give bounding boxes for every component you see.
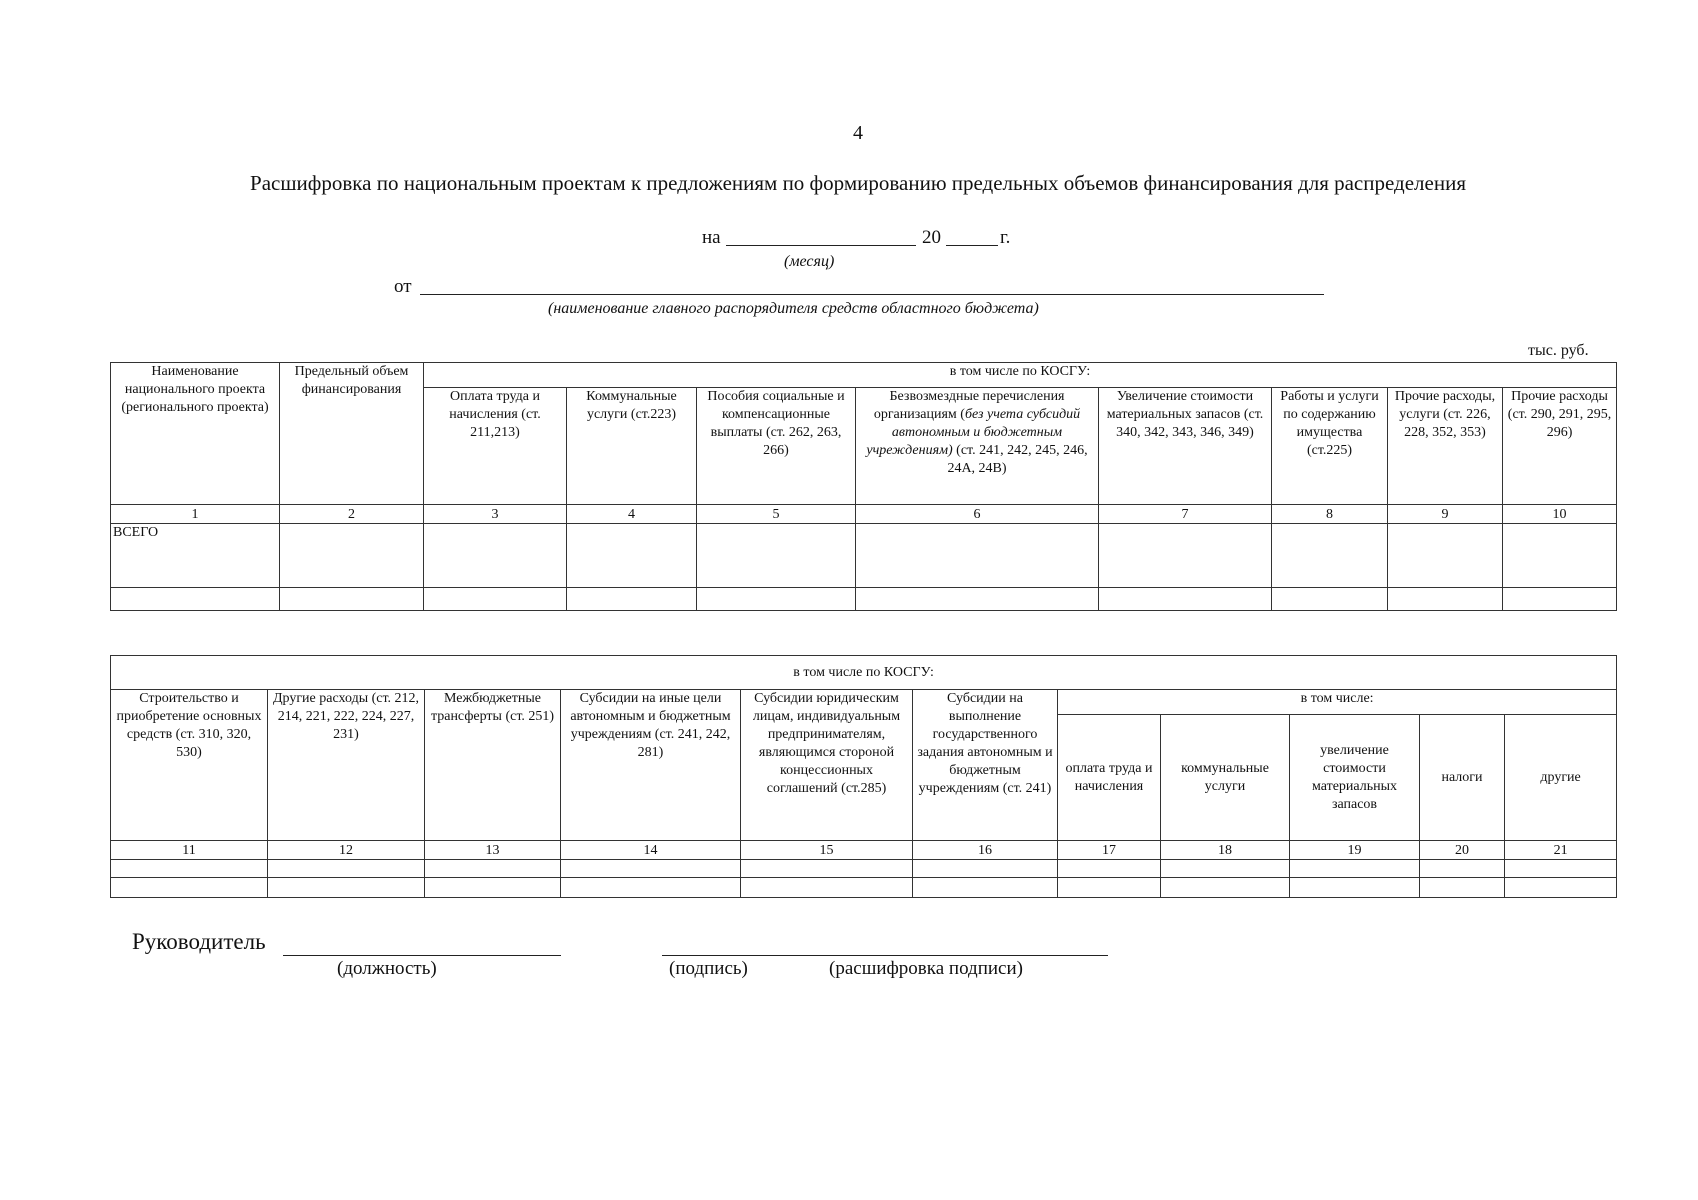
table-cell: [1505, 878, 1617, 898]
table-cell: [1388, 524, 1503, 588]
t2-num-15: 15: [741, 841, 913, 860]
table-cell: [1503, 524, 1617, 588]
year-prefix: 20: [922, 227, 941, 248]
t1-header-col10: Прочие расходы (ст. 290, 291, 295, 296): [1503, 388, 1617, 505]
table-cell: [741, 860, 913, 878]
table-cell: [425, 878, 561, 898]
t1-num-5: 5: [697, 505, 856, 524]
table-cell: [567, 588, 697, 611]
table-cell: [856, 524, 1099, 588]
t1-num-2: 2: [280, 505, 424, 524]
t2-empty-row: [111, 860, 1617, 878]
t2-num-21: 21: [1505, 841, 1617, 860]
position-line: [283, 955, 561, 956]
year-blank-line: [946, 245, 998, 246]
table-cell: [561, 878, 741, 898]
month-blank-line: [726, 245, 916, 246]
t1-num-1: 1: [111, 505, 280, 524]
table-cell: [1503, 588, 1617, 611]
units-label: тыс. руб.: [1528, 342, 1589, 359]
t2-header-subgroup: в том числе:: [1058, 690, 1617, 715]
table-cell: [268, 860, 425, 878]
table-cell: [1420, 878, 1505, 898]
table-cell: [1099, 588, 1272, 611]
from-blank-line: [420, 294, 1324, 295]
table-cell: [424, 588, 567, 611]
table-cell: [697, 588, 856, 611]
t1-header-col9: Прочие расходы, услуги (ст. 226, 228, 352, 353): [1388, 388, 1503, 505]
month-caption: (месяц): [784, 253, 835, 270]
t2-num-17: 17: [1058, 841, 1161, 860]
t1-empty-row: [111, 588, 1617, 611]
t1-total-label: ВСЕГО: [111, 524, 280, 588]
t2-header-col13: Межбюджетные трансферты (ст. 251): [425, 690, 561, 841]
t2-num-18: 18: [1161, 841, 1290, 860]
table-cell: [1272, 588, 1388, 611]
table-1: [110, 362, 1617, 611]
t1-col6-post: (ст. 241, 242, 245, 246, 24А, 24В): [947, 443, 1088, 476]
t2-header-col21: другие: [1505, 715, 1617, 841]
t1-col6-pre: Безвозмездные перечисления организациям (: [873, 389, 1065, 422]
t2-header-col18: коммунальные услуги: [1161, 715, 1290, 841]
t2-num-11: 11: [111, 841, 268, 860]
t2-header-col14: Субсидии на иные цели автономным и бюджетным учреждениям (ст. 241, 242, 281): [561, 690, 741, 841]
table-cell: [425, 860, 561, 878]
decode-caption: (расшифровка подписи): [829, 958, 1023, 979]
t1-header-group: в том числе по КОСГУ:: [424, 363, 1617, 388]
t1-total-row: [111, 524, 1617, 588]
t2-num-14: 14: [561, 841, 741, 860]
t1-num-10: 10: [1503, 505, 1617, 524]
table-cell: [111, 588, 280, 611]
t1-header-col8: Работы и услуги по содержанию имущества (ст.225): [1272, 388, 1388, 505]
table-cell: [424, 524, 567, 588]
table-cell: [280, 588, 424, 611]
table-cell: [1420, 860, 1505, 878]
t1-num-8: 8: [1272, 505, 1388, 524]
signature-caption: (подпись): [669, 958, 748, 979]
t1-header-col5: Пособия социальные и компенсационные выплаты (ст. 262, 263, 266): [697, 388, 856, 505]
table-cell: [697, 524, 856, 588]
table-cell: [1099, 524, 1272, 588]
page-number: 4: [853, 122, 863, 144]
t2-header-col19: увеличение стоимости материальных запасов: [1290, 715, 1420, 841]
table-cell: [913, 878, 1058, 898]
table-2: [110, 655, 1617, 898]
table-cell: [1272, 524, 1388, 588]
t1-header-col7: Увеличение стоимости материальных запасов (ст. 340, 342, 343, 346, 349): [1099, 388, 1272, 505]
position-caption: (должность): [337, 958, 437, 979]
t1-header-limit: Предельный объем финансирования: [280, 363, 424, 505]
t1-header-project: Наименование национального проекта (регионального проекта): [111, 363, 280, 505]
t1-number-row: [111, 505, 1617, 524]
table-cell: [280, 524, 424, 588]
table-cell: [111, 878, 268, 898]
from-prefix: от: [394, 276, 412, 297]
period-suffix: г.: [1000, 227, 1011, 248]
t2-num-20: 20: [1420, 841, 1505, 860]
t2-num-16: 16: [913, 841, 1058, 860]
table-cell: [1161, 878, 1290, 898]
table-cell: [1058, 860, 1161, 878]
t2-header-col17: оплата труда и начисления: [1058, 715, 1161, 841]
table-cell: [913, 860, 1058, 878]
table-cell: [1290, 860, 1420, 878]
t1-num-4: 4: [567, 505, 697, 524]
table-cell: [567, 524, 697, 588]
t1-col6-italic: без учета субсидий автономным и бюджетным учреждениям): [866, 407, 1081, 458]
page-title: Расшифровка по национальным проектам к предложениям по формированию предельных объемов финансирования для распределения: [250, 171, 1466, 195]
table-cell: [741, 878, 913, 898]
t2-header-group: в том числе по КОСГУ:: [111, 656, 1617, 690]
period-prefix: на: [702, 227, 721, 248]
table-cell: [1505, 860, 1617, 878]
t1-header-col4: Коммунальные услуги (ст.223): [567, 388, 697, 505]
signature-line: [662, 955, 1108, 956]
t2-header-col12: Другие расходы (ст. 212, 214, 221, 222, 224, 227, 231): [268, 690, 425, 841]
t2-header-col20: налоги: [1420, 715, 1505, 841]
table-cell: [1161, 860, 1290, 878]
signature-label: Руководитель: [132, 929, 266, 954]
table-cell: [1290, 878, 1420, 898]
table-cell: [1058, 878, 1161, 898]
from-caption: (наименование главного распорядителя средств областного бюджета): [548, 300, 1039, 317]
table-cell: [1388, 588, 1503, 611]
table-cell: [561, 860, 741, 878]
t1-num-9: 9: [1388, 505, 1503, 524]
t1-header-col3: Оплата труда и начисления (ст. 211,213): [424, 388, 567, 505]
t1-num-7: 7: [1099, 505, 1272, 524]
t1-num-6: 6: [856, 505, 1099, 524]
t2-num-19: 19: [1290, 841, 1420, 860]
t1-header-col6: [856, 388, 1099, 505]
t2-num-12: 12: [268, 841, 425, 860]
t2-header-col11: Строительство и приобретение основных средств (ст. 310, 320, 530): [111, 690, 268, 841]
t2-empty-row: [111, 878, 1617, 898]
t2-num-13: 13: [425, 841, 561, 860]
table-cell: [111, 860, 268, 878]
t1-num-3: 3: [424, 505, 567, 524]
table-cell: [856, 588, 1099, 611]
t2-number-row: [111, 841, 1617, 860]
t2-header-col16: Субсидии на выполнение государственного задания автономным и бюджетным учреждениям (ст. 241): [913, 690, 1058, 841]
table-cell: [268, 878, 425, 898]
t2-header-col15: Субсидии юридическим лицам, индивидуальным предпринимателям, являющимся стороной концессионных соглашений (ст.285): [741, 690, 913, 841]
